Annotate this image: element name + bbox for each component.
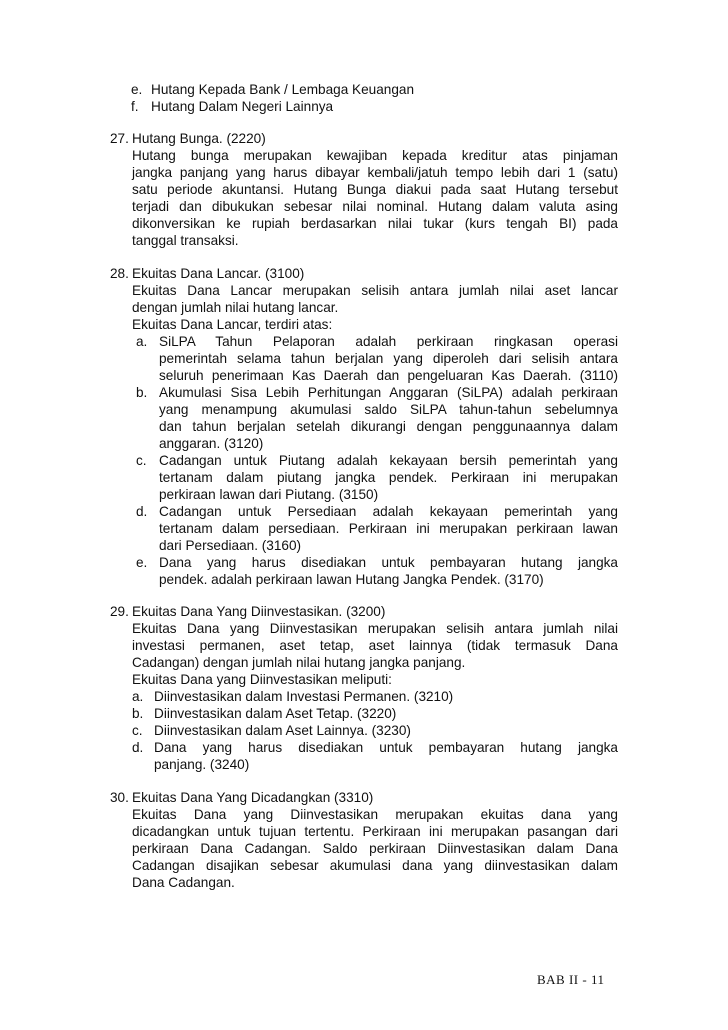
list-item-line: SiLPA Tahun Pelaporan adalah perkiraan ringkasan operasi [159, 334, 618, 349]
list-item-line: Diinvestasikan dalam Aset Lainnya. (3230) [154, 723, 411, 738]
list-item-line: pemerintah selama tahun berjalan yang diperoleh dari selisih antara [159, 351, 618, 366]
paragraph-line: perkiraan Dana Cadangan. Saldo perkiraan Diinvestasikan dalam Dana [132, 841, 618, 856]
section-number: 27. [110, 131, 129, 146]
list-item-line: Cadangan untuk Piutang adalah kekayaan bersih pemerintah yang [159, 453, 618, 468]
list-item: Hutang Dalam Negeri Lainnya [151, 99, 334, 114]
list-marker: a. [136, 334, 148, 349]
paragraph-line: Ekuitas Dana yang Diinvestasikan merupakan selisih antara jumlah nilai [132, 621, 618, 636]
list-item-line: Diinvestasikan dalam Aset Tetap. (3220) [154, 706, 397, 721]
list-item-line: seluruh penerimaan Kas Daerah dan pengeluaran Kas Daerah. (3110) [159, 368, 618, 383]
section-number: 30. [110, 790, 129, 805]
page-footer: BAB II - 11 [537, 972, 605, 987]
list-item-line: anggaran. (3120) [159, 436, 264, 451]
paragraph-line: tanggal transaksi. [132, 233, 239, 248]
paragraph-line: investasi permanen, aset tetap, aset lainnya (tidak termasuk Dana [132, 638, 618, 653]
list-item-line: dari Persediaan. (3160) [159, 538, 302, 553]
list-intro: Ekuitas Dana Lancar, terdiri atas: [132, 317, 333, 332]
list-marker: d. [132, 740, 144, 755]
list-item-line: pendek. adalah perkiraan lawan Hutang Jangka Pendek. (3170) [159, 572, 544, 587]
paragraph-line: dikonversikan ke rupiah berdasarkan nilai tukar (kurs tengah BI) pada [132, 216, 618, 231]
paragraph-line: Dana Cadangan. [132, 875, 235, 890]
paragraph-line: Hutang bunga merupakan kewajiban kepada kreditur atas pinjaman [132, 148, 618, 163]
list-marker: b. [136, 385, 148, 400]
list-marker: d. [136, 504, 148, 519]
section-title: Hutang Bunga. (2220) [132, 131, 266, 146]
list-marker: e. [136, 555, 148, 570]
list-item-line: yang menampung akumulasi saldo SiLPA tahun-tahun sebelumnya [159, 402, 618, 417]
list-item-line: tertanam dalam piutang jangka pendek. Perkiraan ini merupakan [159, 470, 618, 485]
paragraph-line: jangka panjang yang harus dibayar kembali/jatuh tempo lebih dari 1 (satu) [132, 165, 618, 180]
list-item-line: tertanam dalam persediaan. Perkiraan ini merupakan perkiraan lawan [159, 521, 618, 536]
list-marker: e. [131, 82, 143, 97]
list-item-line: panjang. (3240) [154, 757, 250, 772]
section-number: 28. [110, 266, 129, 281]
paragraph-line: dicadangkan untuk tujuan tertentu. Perkiraan ini merupakan pasangan dari [132, 824, 618, 839]
section-title: Ekuitas Dana Lancar. (3100) [132, 266, 305, 281]
list-item-line: Diinvestasikan dalam Investasi Permanen. (3210) [154, 689, 454, 704]
list-item-line: Akumulasi Sisa Lebih Perhitungan Anggaran (SiLPA) adalah perkiraan [159, 385, 618, 400]
list-item-line: Dana yang harus disediakan untuk pembayaran hutang jangka [154, 740, 618, 755]
list-marker: c. [136, 453, 147, 468]
section-title: Ekuitas Dana Yang Diinvestasikan. (3200) [132, 604, 386, 619]
paragraph-line: Ekuitas Dana yang Diinvestasikan merupakan ekuitas dana yang [132, 807, 618, 822]
list-item-line: perkiraan lawan dari Piutang. (3150) [159, 487, 379, 502]
list-marker: a. [132, 689, 144, 704]
list-marker: c. [132, 723, 143, 738]
list-marker: b. [132, 706, 144, 721]
paragraph-line: dengan jumlah nilai hutang lancar. [132, 300, 339, 315]
section-title: Ekuitas Dana Yang Dicadangkan (3310) [132, 790, 374, 805]
list-marker: f. [131, 99, 139, 114]
list-item-line: dan tahun berjalan setelah dikurangi dengan penggunaannya dalam [159, 419, 618, 434]
paragraph-line: Cadangan) dengan jumlah nilai hutang jangka panjang. [132, 655, 466, 670]
list-item: Hutang Kepada Bank / Lembaga Keuangan [151, 82, 415, 97]
list-item-line: Cadangan untuk Persediaan adalah kekayaan pemerintah yang [159, 504, 618, 519]
paragraph-line: Ekuitas Dana Lancar merupakan selisih antara jumlah nilai aset lancar [132, 283, 618, 298]
section-number: 29. [110, 604, 129, 619]
paragraph-line: satu periode akuntansi. Hutang Bunga diakui pada saat Hutang tersebut [132, 182, 618, 197]
paragraph-line: Cadangan disajikan sebesar akumulasi dana yang diinvestasikan dalam [132, 858, 618, 873]
list-item-line: Dana yang harus disediakan untuk pembayaran hutang jangka [159, 555, 618, 570]
paragraph-line: terjadi dan dibukukan sebesar nilai nominal. Hutang dalam valuta asing [132, 199, 618, 214]
list-intro: Ekuitas Dana yang Diinvestasikan meliputi: [132, 672, 392, 687]
